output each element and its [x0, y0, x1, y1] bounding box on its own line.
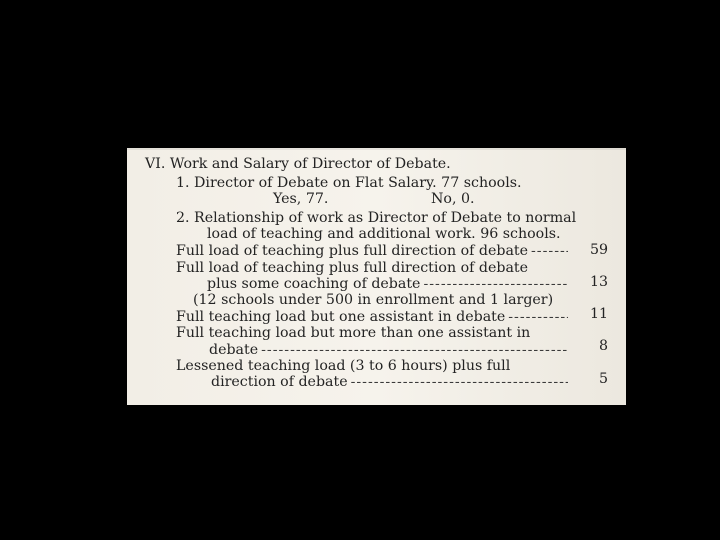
row-1: [176, 243, 568, 259]
row-1-count: 59: [589, 242, 608, 258]
leader-dots: [261, 342, 568, 358]
row-2: [207, 276, 568, 292]
leader-dots: [508, 309, 568, 325]
section-heading: VI. Work and Salary of Director of Debate.: [145, 156, 451, 172]
item-1-title: 1. Director of Debate on Flat Salary. 77 schools.: [176, 175, 522, 191]
item-2-title-line-1: 2. Relationship of work as Director of Debate to normal: [176, 210, 577, 226]
row-2-count: 13: [589, 274, 608, 290]
leader-dots: [351, 374, 568, 390]
row-2-label-line-2: plus some coaching of debate: [207, 276, 421, 292]
leader-dots: [423, 276, 568, 292]
item-1-yes: Yes, 77.: [273, 191, 329, 207]
row-3-count: 11: [589, 306, 608, 322]
document-text: [127, 148, 626, 405]
row-3-label: Full teaching load but one assistant in debate: [176, 309, 506, 325]
row-5: [211, 374, 568, 390]
row-5-label-line-1: Lessened teaching load (3 to 6 hours) plus full: [176, 358, 511, 374]
row-5-count: 5: [598, 371, 608, 387]
row-4-label-line-2: debate: [209, 342, 259, 358]
row-3: [176, 309, 568, 325]
row-4-count: 8: [598, 338, 608, 354]
row-4: [209, 342, 568, 358]
item-1-no: No, 0.: [431, 191, 475, 207]
row-5-label-line-2: direction of debate: [211, 374, 348, 390]
row-1-label: Full load of teaching plus full direction of debate: [176, 243, 529, 259]
item-2-title-line-2: load of teaching and additional work. 96 schools.: [207, 226, 561, 242]
row-2-label-line-1: Full load of teaching plus full direction of debate: [176, 260, 529, 276]
leader-dots: [531, 243, 568, 259]
row-2-note: (12 schools under 500 in enrollment and 1 larger): [193, 292, 554, 308]
scanned-page: [127, 148, 626, 405]
row-4-label-line-1: Full teaching load but more than one assistant in: [176, 325, 531, 341]
